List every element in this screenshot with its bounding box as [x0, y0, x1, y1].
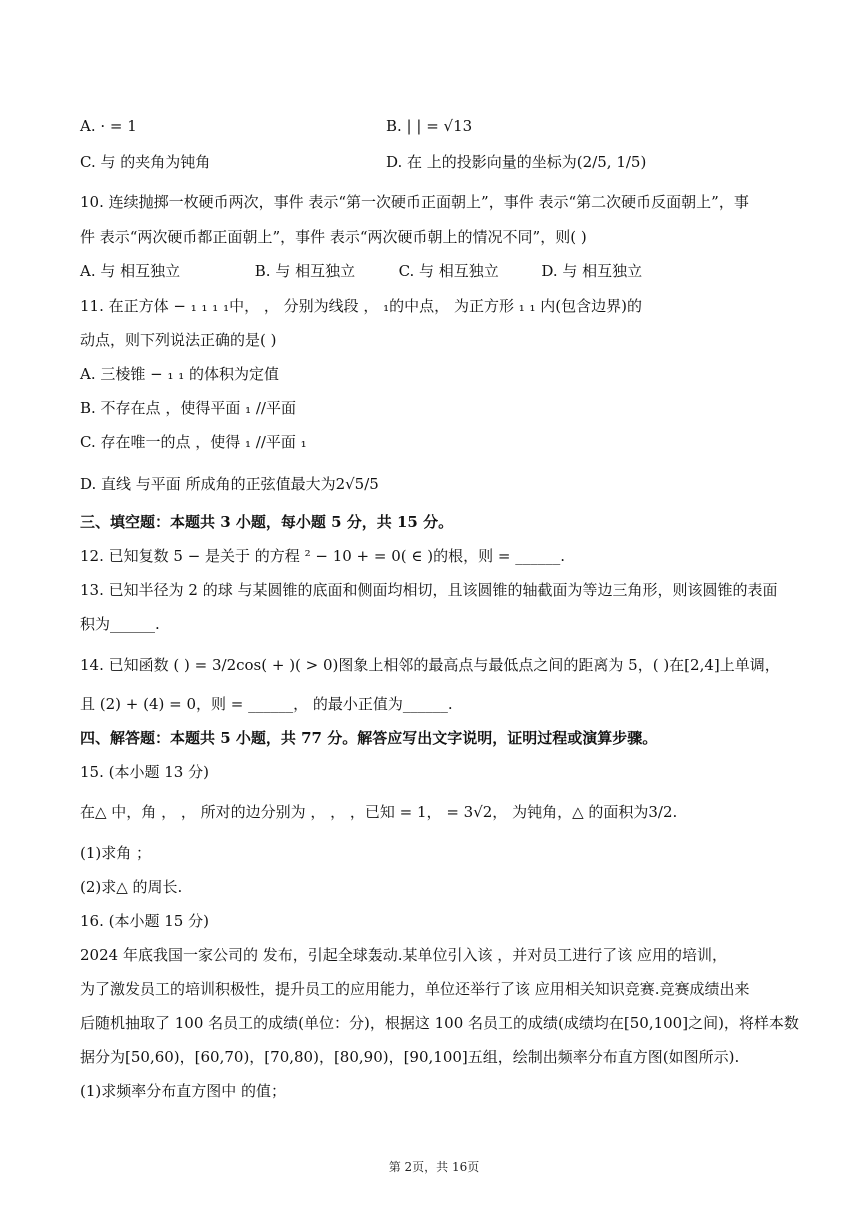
question-16-line-4: 据分为[50,60)，[60,70)，[70,80)，[80,90)，[90,100]五组，绘制出频率分布直方图(如图所示). — [80, 1048, 740, 1066]
line-option-b: B. | | = √13 — [386, 117, 473, 135]
page-footer: 第 2页，共 16页 — [388, 1160, 480, 1174]
question-15-header: 15. (本小题 13 分) — [80, 763, 209, 781]
question-16-line-1: 2024 年底我国一家公司的 发布，引起全球轰动.某单位引入该 ，并对员工进行了该 应用的培训， — [80, 946, 728, 964]
question-16-part-1: (1)求频率分布直方图中 的值； — [80, 1082, 287, 1100]
question-12: 12. 已知复数 5 − 是关于 的方程 ² − 10 + = 0( ∈ )的根，则 = ______. — [80, 547, 565, 565]
question-15-part-1: (1)求角 ； — [80, 844, 152, 862]
question-11-line-1: 11. 在正方体 − ₁ ₁ ₁ ₁中， ， 分别为线段 ， ₁的中点， 为正方形 ₁ ₁ 内(包含边界)的 — [80, 297, 642, 315]
question-15-body: 在△ 中，角 ， ， 所对的边分别为 ， ， ，已知 = 1， = 3√2， 为钝角，△ 的面积为3/2. — [80, 803, 678, 821]
question-13-line-2: 积为______. — [80, 615, 160, 633]
question-10-line-1: 10. 连续抛掷一枚硬币两次，事件 表示“第一次硬币正面朝上”，事件 表示“第二次硬币反面朝上”，事 — [80, 193, 749, 211]
question-15-part-2: (2)求△ 的周长. — [80, 878, 183, 896]
line-option-d: D. 在 上的投影向量的坐标为(2/5, 1/5) — [386, 153, 647, 171]
question-11-line-2: 动点，则下列说法正确的是( ) — [80, 331, 277, 349]
line-option-a: A. · = 1 — [80, 117, 137, 135]
question-13-line-1: 13. 已知半径为 2 的球 与某圆锥的底面和侧面均相切，且该圆锥的轴截面为等边三角形，则该圆锥的表面 — [80, 581, 778, 599]
option-d: D. 与 相互独立 — [541, 262, 643, 280]
section-3-heading: 三、填空题：本题共 3 小题，每小题 5 分，共 15 分。 — [80, 513, 454, 531]
question-11-option-b: B. 不存在点 ，使得平面 ₁ //平面 — [80, 399, 296, 417]
question-10-options — [80, 261, 642, 281]
question-14-line-1: 14. 已知函数 ( ) = 3/2cos( + )( > 0)图象上相邻的最高点与最低点之间的距离为 5，( )在[2,4]上单调， — [80, 656, 780, 674]
question-11-option-d: D. 直线 与平面 所成角的正弦值最大为2√5/5 — [80, 475, 379, 493]
question-11-option-c: C. 存在唯一的点 ，使得 ₁ //平面 ₁ — [80, 433, 307, 451]
question-16-line-2: 为了激发员工的培训积极性，提升员工的应用能力，单位还举行了该 应用相关知识竞赛.竞赛成绩出来 — [80, 980, 750, 998]
question-10-line-2: 件 表示“两次硬币都正面朝上”，事件 表示“两次硬币朝上的情况不同”，则( ) — [80, 228, 587, 246]
option-c: C. 与 相互独立 — [398, 262, 499, 280]
question-16-line-3: 后随机抽取了 100 名员工的成绩(单位：分)，根据这 100 名员工的成绩(成绩均在[50,100]之间)，将样本数 — [80, 1014, 799, 1032]
question-14-line-2: 且 (2) + (4) = 0，则 = ______， 的最小正值为______. — [80, 695, 453, 713]
section-4-heading: 四、解答题：本题共 5 小题，共 77 分。解答应写出文字说明，证明过程或演算步骤。 — [80, 729, 658, 747]
question-16-header: 16. (本小题 15 分) — [80, 912, 209, 930]
line-option-c: C. 与 的夹角为钝角 — [80, 153, 211, 171]
option-a: A. 与 相互独立 — [80, 262, 181, 280]
question-11-option-a: A. 三棱锥 − ₁ ₁ 的体积为定值 — [80, 365, 280, 383]
option-b: B. 与 相互独立 — [254, 262, 356, 280]
